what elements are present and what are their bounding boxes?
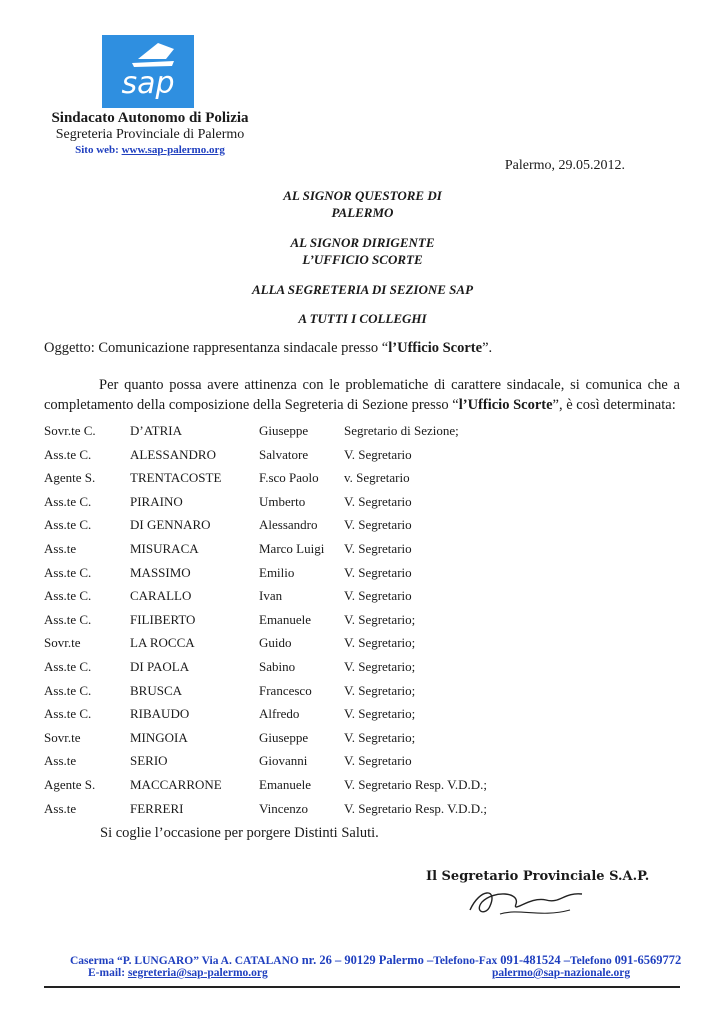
member-name: Francesco xyxy=(259,682,312,698)
signer-title: Il Segretario Provinciale S.A.P. xyxy=(426,869,650,884)
member-surname: TRENTACOSTE xyxy=(130,470,222,486)
member-role: V. Segretario xyxy=(344,588,412,604)
member-name: Sabino xyxy=(259,659,296,674)
member-role: V. Segretario Resp. V.D.D.; xyxy=(344,777,487,792)
member-name: Marco Luigi xyxy=(259,541,325,556)
member-surname: RIBAUDO xyxy=(130,706,190,722)
member-surname: BRUSCA xyxy=(130,682,183,698)
closing-greeting: Si coglie l’occasione per porgere Distinti Saluti. xyxy=(100,825,379,841)
member-role: V. Segretario; xyxy=(344,635,416,651)
member-name: F.sco Paolo xyxy=(259,470,319,486)
member-surname: CARALLO xyxy=(130,588,192,604)
member-surname: FERRERI xyxy=(130,800,184,816)
member-role: V. Segretario xyxy=(344,541,412,556)
member-surname: LA ROCCA xyxy=(130,635,195,651)
member-rank: Agente S. xyxy=(44,777,96,792)
site-link[interactable]: www.sap-palermo.org xyxy=(121,144,225,156)
member-rank: Ass.te C. xyxy=(44,564,92,580)
member-name: Vincenzo xyxy=(259,800,309,816)
member-role: V. Segretario; xyxy=(344,611,416,627)
member-role: V. Segretario xyxy=(344,753,412,769)
member-role: V. Segretario; xyxy=(344,706,416,722)
document-date: Palermo, 29.05.2012. xyxy=(504,158,625,173)
member-role: V. Segretario xyxy=(344,493,412,509)
member-rank: Agente S. xyxy=(44,470,96,486)
member-rank: Sovr.te xyxy=(44,635,81,651)
member-name: Giuseppe xyxy=(259,423,309,438)
member-role: V. Segretario; xyxy=(344,659,416,674)
member-role: V. Segretario xyxy=(344,517,412,533)
footer-address: Caserma “P. LUNGARO” Via A. CATALANO nr. 26 – 90129 Palermo –Telefono-Fax 091-481524 –Telefono 091-6569772 xyxy=(70,953,682,967)
email-national-link[interactable]: palermo@sap-nazionale.org xyxy=(492,967,631,979)
member-rank: Sovr.te C. xyxy=(44,423,96,438)
member-name: Salvatore xyxy=(259,446,309,462)
member-role: V. Segretario; xyxy=(344,682,416,698)
org-website xyxy=(40,144,260,156)
member-role: V. Segretario Resp. V.D.D.; xyxy=(344,800,487,816)
member-surname: PIRAINO xyxy=(130,493,183,509)
footer-email-national xyxy=(492,967,630,979)
member-rank: Sovr.te xyxy=(44,729,81,745)
member-rank: Ass.te xyxy=(44,800,77,816)
subject-line: Oggetto: Comunicazione rappresentanza sindacale presso “l’Ufficio Scorte”. xyxy=(44,340,493,356)
member-role: V. Segretario xyxy=(344,564,412,580)
member-surname: MACCARRONE xyxy=(130,777,222,792)
member-rank: Ass.te C. xyxy=(44,493,92,509)
member-rank: Ass.te C. xyxy=(44,659,92,674)
member-rank: Ass.te C. xyxy=(44,706,92,722)
member-name: Emanuele xyxy=(259,611,311,627)
signature xyxy=(460,882,600,922)
member-name: Alessandro xyxy=(259,517,318,533)
member-name: Alfredo xyxy=(259,706,300,722)
addressee-questore: AL SIGNOR QUESTORE DI PALERMO xyxy=(283,188,442,220)
footer-divider xyxy=(44,986,680,988)
org-subtitle: Segreteria Provinciale di Palermo xyxy=(55,127,245,142)
member-surname: MISURACA xyxy=(130,541,199,556)
member-name: Guido xyxy=(259,635,292,651)
member-role: Segretario di Sezione; xyxy=(344,423,459,438)
body-paragraph: Per quanto possa avere attinenza con le problematiche di carattere sindacale, si comunica che a completamento della composizione della Segreteria di Sezione presso “l’Ufficio Scorte”, è così determinata: xyxy=(44,377,680,413)
addressee-segreteria: ALLA SEGRETERIA DI SEZIONE SAP xyxy=(251,282,474,297)
member-surname: FILIBERTO xyxy=(130,611,196,627)
member-surname: ALESSANDRO xyxy=(130,446,216,462)
police-cap-icon xyxy=(102,35,194,108)
member-name: Umberto xyxy=(259,493,306,509)
member-role: v. Segretario xyxy=(344,470,410,486)
member-name: Emilio xyxy=(259,564,295,580)
member-rank: Ass.te xyxy=(44,541,77,556)
member-role: V. Segretario; xyxy=(344,729,416,745)
member-surname: SERIO xyxy=(130,753,168,769)
member-rank: Ass.te C. xyxy=(44,611,92,627)
member-role: V. Segretario xyxy=(344,446,412,462)
member-rank: Ass.te C. xyxy=(44,682,92,698)
org-name: Sindacato Autonomo di Polizia xyxy=(51,110,249,126)
sap-logo xyxy=(102,35,194,108)
footer-email: E-mail: segreteria@sap-palermo.org xyxy=(88,967,268,979)
member-rank: Ass.te C. xyxy=(44,517,92,533)
member-name: Ivan xyxy=(259,588,283,604)
member-rank: Ass.te C. xyxy=(44,588,92,604)
member-surname: MINGOIA xyxy=(130,729,188,745)
member-surname: D’ATRIA xyxy=(130,423,182,438)
member-surname: DI GENNARO xyxy=(130,517,211,533)
member-name: Emanuele xyxy=(259,777,311,792)
member-surname: DI PAOLA xyxy=(130,659,190,674)
addressee-colleghi: A TUTTI I COLLEGHI xyxy=(298,311,427,326)
member-name: Giuseppe xyxy=(259,729,309,745)
email-link[interactable]: segreteria@sap-palermo.org xyxy=(127,967,268,979)
member-rank: Ass.te xyxy=(44,753,77,769)
addressee-dirigente: AL SIGNOR DIRIGENTE L’UFFICIO SCORTE xyxy=(290,235,435,267)
member-surname: MASSIMO xyxy=(130,564,191,580)
member-rank: Ass.te C. xyxy=(44,446,92,462)
site-label: Sito web: xyxy=(75,144,122,156)
member-name: Giovanni xyxy=(259,753,308,769)
logo-text: sap xyxy=(121,66,175,101)
